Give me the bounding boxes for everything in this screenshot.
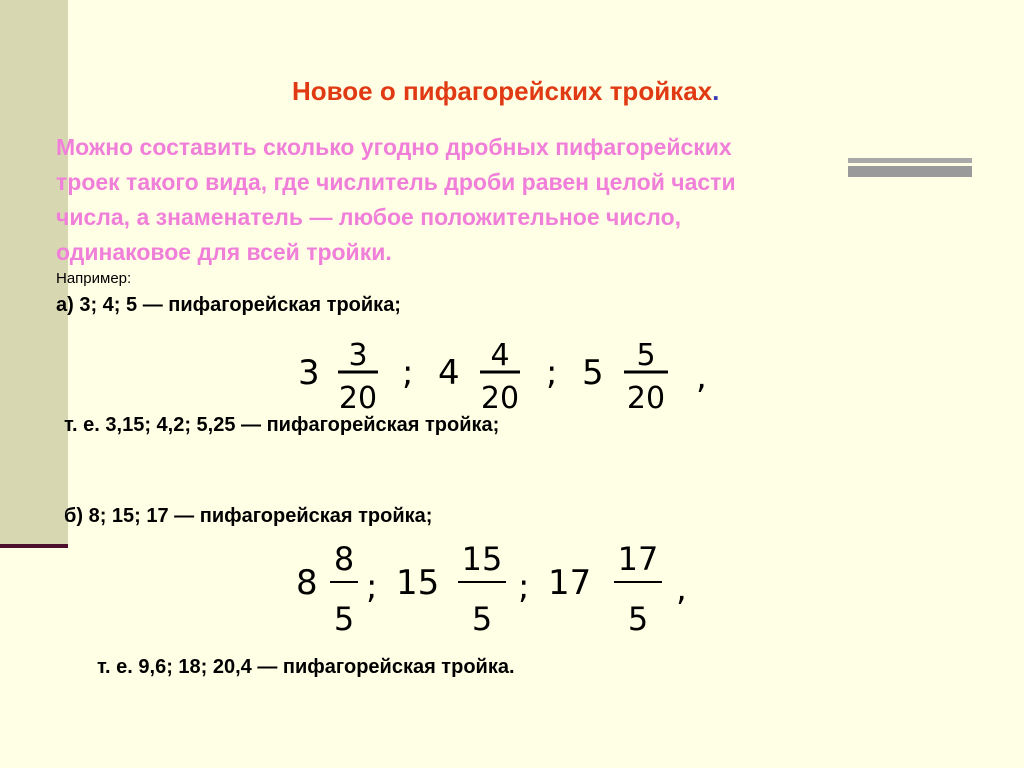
intro-paragraph <box>56 130 956 270</box>
formula-b-whole-3: 17 <box>548 563 592 603</box>
intro-line: Можно составить сколько угодно дробных пифагорейских <box>56 134 732 160</box>
formula-a-denominator-2: 20 <box>480 381 520 414</box>
formula-b-denominator-2: 5 <box>471 600 493 638</box>
formula-b-end-comma: , <box>676 569 687 609</box>
formula-b-denominator-3: 5 <box>627 600 649 638</box>
slide-title-text: Новое о пифагорейских тройках <box>292 76 713 106</box>
formula-a-separator-2: ; <box>546 353 558 393</box>
slide-title-dot: . <box>712 76 720 106</box>
formula-b <box>292 530 702 642</box>
slide-title <box>292 76 719 107</box>
formula-a-whole-3: 5 <box>582 353 604 393</box>
formula-a-numerator-3: 5 <box>636 338 656 373</box>
formula-b-numerator-1: 8 <box>333 540 355 578</box>
formula-b-denominator-1: 5 <box>333 600 355 638</box>
formula-a-denominator-3: 20 <box>626 381 666 414</box>
formula-a-separator-1: ; <box>402 353 414 393</box>
formula-a-numerator-1: 3 <box>348 338 368 373</box>
example-b-text: б) 8; 15; 17 — пифагорейская тройка; <box>64 505 433 527</box>
example-a-text: а) 3; 4; 5 — пифагорейская тройка; <box>56 294 401 316</box>
example-label: Например: <box>56 270 132 287</box>
formula-b-whole-1: 8 <box>296 563 318 603</box>
formula-b-separator-1: ; <box>366 567 378 607</box>
intro-line: одинаковое для всей тройки. <box>56 239 392 265</box>
result-a-text: т. е. 3,15; 4,2; 5,25 — пифагорейская тройка; <box>64 414 500 436</box>
formula-a-whole-2: 4 <box>438 353 460 393</box>
formula-a-whole-1: 3 <box>298 353 320 393</box>
formula-b-separator-2: ; <box>518 567 530 607</box>
intro-line: числа, а знаменатель — любое положительное число, <box>56 204 682 230</box>
formula-a-numerator-2: 4 <box>490 338 510 373</box>
result-b-text: т. е. 9,6; 18; 20,4 — пифагорейская тройка. <box>97 656 515 678</box>
formula-a <box>290 332 730 414</box>
formula-a-end-comma: , <box>696 357 707 397</box>
formula-b-numerator-3: 17 <box>617 540 659 578</box>
formula-a-denominator-1: 20 <box>338 381 378 414</box>
formula-b-numerator-2: 15 <box>461 540 503 578</box>
intro-line: троек такого вида, где числитель дроби равен целой части <box>56 169 736 195</box>
side-divider-line <box>0 544 68 548</box>
formula-b-whole-2: 15 <box>396 563 440 603</box>
